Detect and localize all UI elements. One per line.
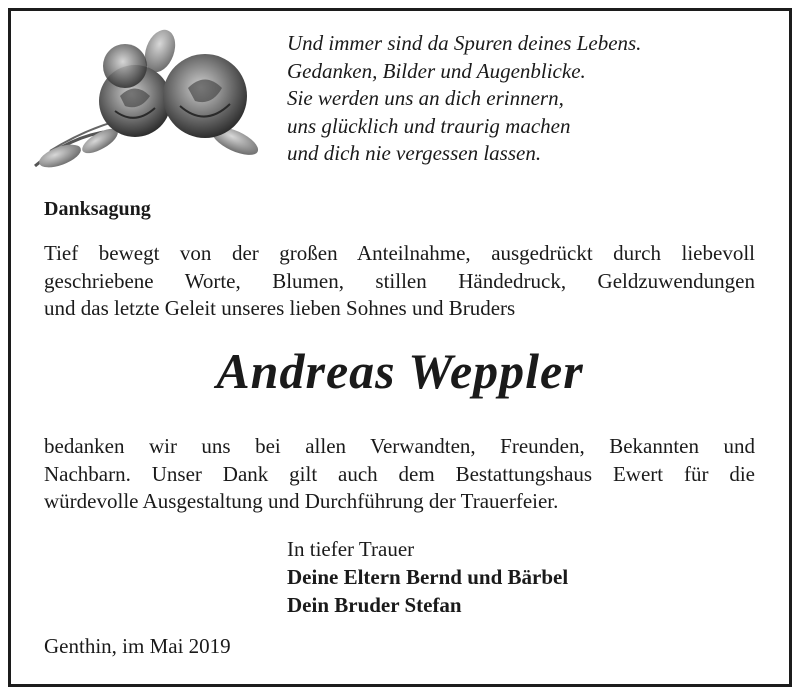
poem-line: und dich nie vergessen lassen. [287, 141, 542, 165]
place-date: Genthin, im Mai 2019 [44, 634, 231, 658]
roses-image [30, 26, 270, 176]
thanks-line: bedanken wir uns bei allen Verwandten, Freunden, Bekannten und [44, 434, 755, 458]
deceased-name: Andreas Weppler [216, 343, 584, 399]
intro-paragraph [44, 240, 755, 323]
poem-line: Gedanken, Bilder und Augenblicke. [287, 58, 586, 83]
thanks-paragraph [44, 433, 755, 516]
intro-line: geschriebene Worte, Blumen, stillen Händedruck, Geldzuwendungen [44, 268, 755, 293]
thanks-line: Nachbarn. Unser Dank gilt auch dem Bestattungshaus Ewert für die [44, 461, 755, 486]
poem-line: uns glücklich und traurig machen [287, 113, 571, 138]
signature-brother: Dein Bruder Stefan [287, 593, 462, 617]
section-heading: Danksagung [44, 198, 151, 220]
signature-parents: Deine Eltern Bernd und Bärbel [287, 565, 569, 589]
poem-line: Und immer sind da Spuren deines Lebens. [287, 31, 642, 55]
thanks-line: würdevolle Ausgestaltung und Durchführung der Trauerfeier. [44, 489, 559, 513]
poem [287, 30, 641, 168]
poem-line: Sie werden uns an dich erinnern, [287, 86, 564, 110]
intro-line: Tief bewegt von der großen Anteilnahme, ausgedrückt durch liebevoll [44, 241, 755, 265]
intro-line: und das letzte Geleit unseres lieben Sohnes und Bruders [44, 296, 516, 320]
signature-block [287, 535, 568, 619]
signature-intro: In tiefer Trauer [287, 537, 415, 561]
